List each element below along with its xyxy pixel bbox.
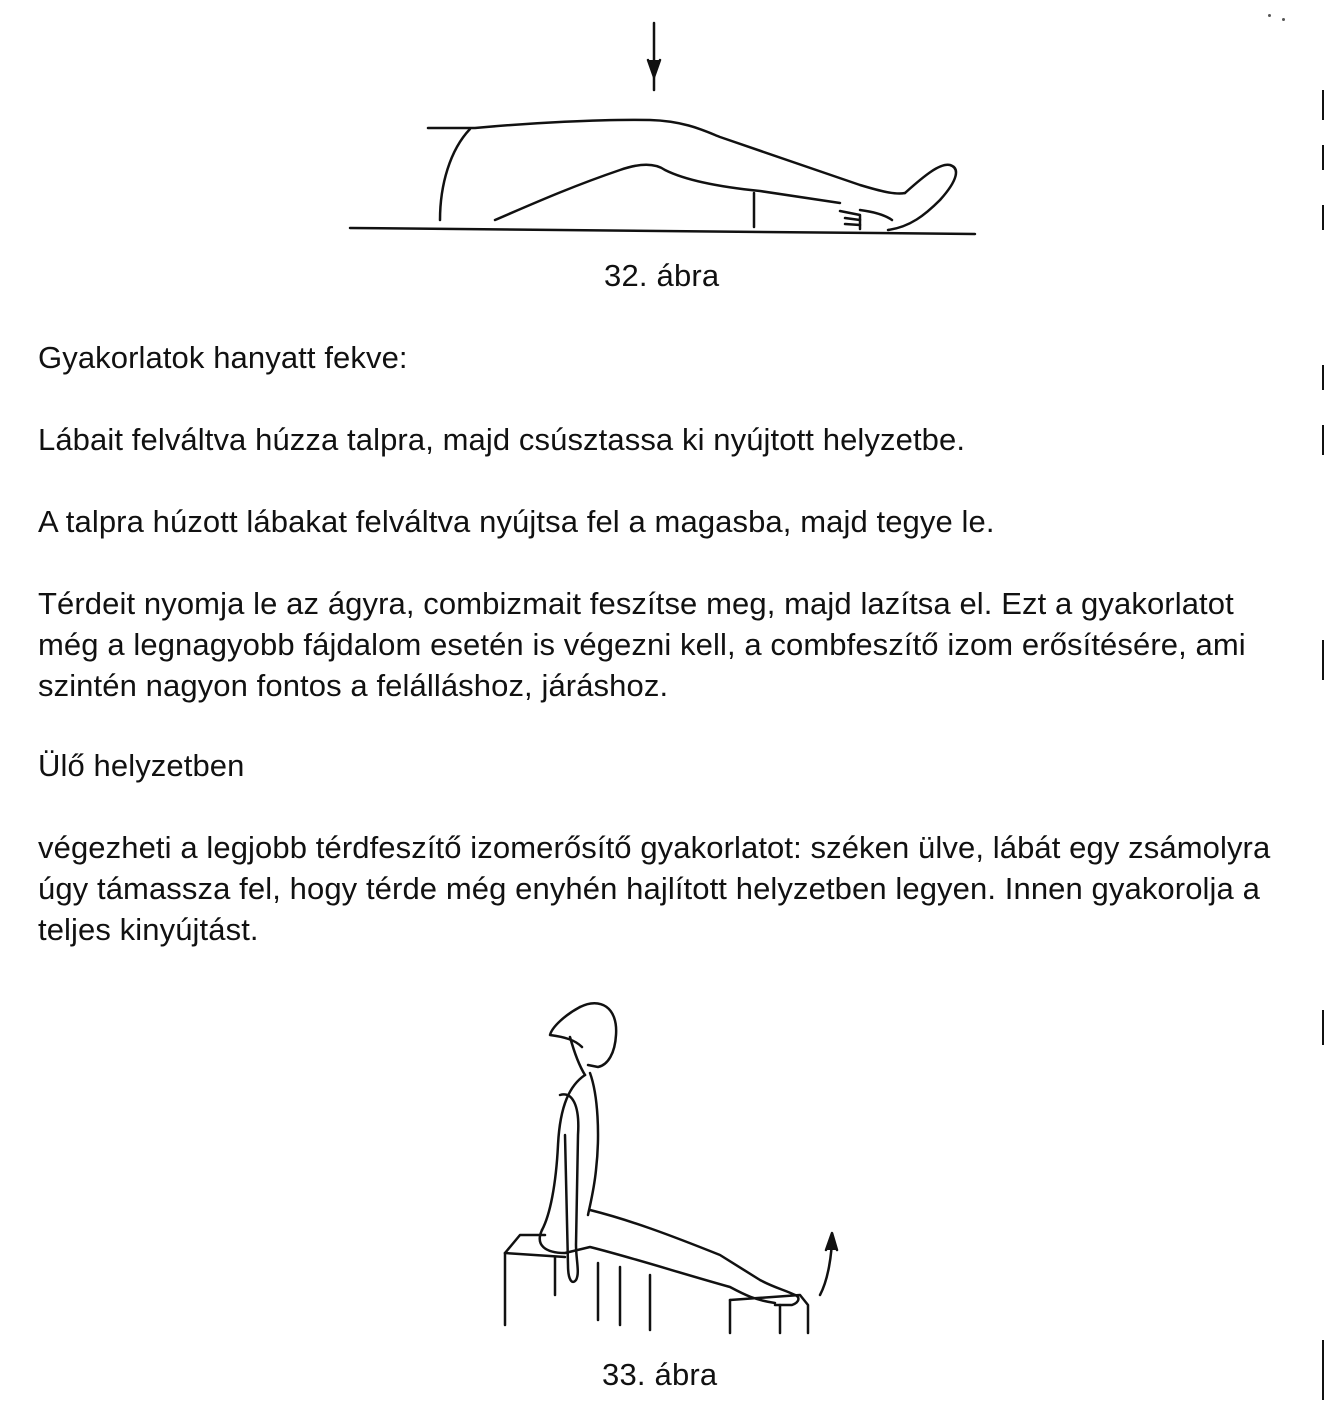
- scan-speck: [1268, 14, 1271, 17]
- paragraph-sitting-exercise: végezheti a legjobb térdfeszítő izomerősítő gyakorlatot: széken ülve, lábát egy zsámolyra úgy támassza fel, hogy térde még enyhén hajlított helyzetben legyen. Innen gyakorolja a teljes kinyújtást.: [38, 830, 1271, 947]
- scan-speck: [1282, 18, 1285, 21]
- paragraph-block-4: [38, 583, 1278, 706]
- figure-32-illustration: [340, 15, 990, 245]
- exercise-text: [38, 337, 1308, 378]
- paragraph-lying-heading: Gyakorlatok hanyatt fekve:: [38, 340, 408, 375]
- paragraph-block-5: [38, 745, 1308, 786]
- paragraph-sitting-heading: Ülő helyzetben: [38, 748, 245, 783]
- figure-33-illustration: [490, 995, 850, 1335]
- figure-32-caption: 32. ábra: [604, 258, 720, 293]
- paragraph-block-3: [38, 501, 1308, 542]
- paragraph-slide-legs: Lábait felváltva húzza talpra, majd csúsztassa ki nyújtott helyzetbe.: [38, 422, 966, 457]
- paragraph-press-knees: Térdeit nyomja le az ágyra, combizmait feszítse meg, majd lazítsa el. Ezt a gyakorlatot még a legnagyobb fájdalom esetén is végezni kell, a combfeszítő izom erősítésére, ami szintén nagyon fontos a felálláshoz, járáshoz.: [38, 586, 1246, 703]
- figure-33-caption: 33. ábra: [602, 1357, 718, 1392]
- paragraph-block-2: [38, 419, 1308, 460]
- paragraph-raise-legs: A talpra húzott lábakat felváltva nyújtsa fel a magasba, majd tegye le.: [38, 504, 995, 539]
- paragraph-block-6: [38, 827, 1300, 950]
